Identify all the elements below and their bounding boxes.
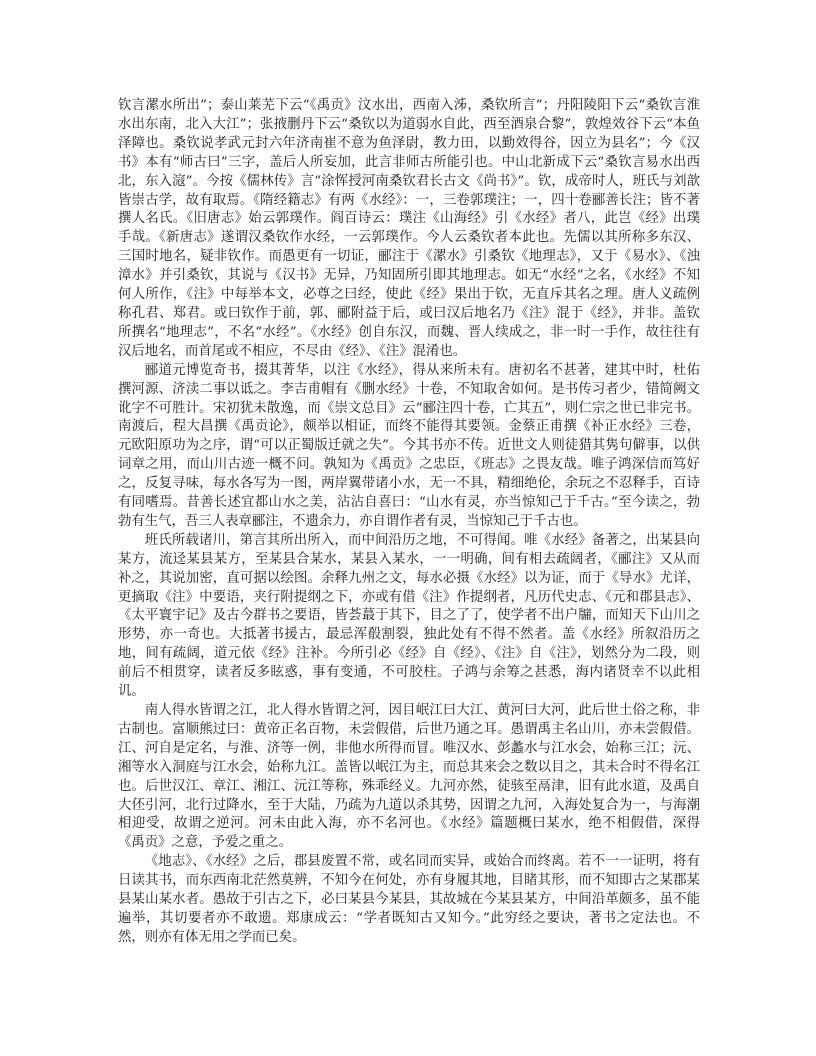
paragraph-4: 南人得水皆谓之江，北人得水皆谓之河，因目岷江曰大江、黄河曰大河，此后世土俗之称，非古制也。富顺熊过曰：黄帝正名百物，未尝假借，后世乃通之耳。愚谓禹主名山川，亦未尝假借。江、河自是定名，与淮、济等一例，非他水所得而冒。唯汉水、彭蠡水与江水会，始称三江；沅、湘等水入洞庭与江水会，始称九江。盖皆以岷江为主，而总其来会之数以目之，其未合时不得名江也。后世汉江、章江、湘江、沅江等称，殊乖经义。九河亦然，徒骇至鬲津，旧有此水道，及禹自大伾引河，北行过降水，至于大陆，乃疏为九道以杀其势，因谓之九河，入海处复合为一，与海潮相迎受，故谓之逆河。河未由此入海，亦不名河也。《水经》篇题概曰某水，绝不相假借，深得《禹贡》之意，予爱之重之。 [118, 703, 700, 851]
paragraph-1: 钦言漯水所出”；泰山莱芜下云“《禹贡》汶水出，西南入泲，桑钦所言”；丹阳陵阳下云“桑钦言淮水出东南，北入大江”；张掖删丹下云“桑钦以为道弱水自此，西至酒泉合黎”，敦煌效谷下云“本鱼泽障也。桑钦说孝武元封六年济南崔不意为鱼泽尉，教力田，以勤效得谷，因立为县名”；今《汉书》本有“师古曰”三字，盖后人所妄加，此言非师古所能引也。中山北新成下云“桑钦言易水出西北，东入滱”。今按《儒林传》言“涂恽授河南桑钦君长古文《尚书》”。钦，成帝时人，班氏与刘歆皆崇古学，故有取焉。《隋经籍志》有两《水经》：一，三卷郭璞注；一，四十卷郦善长注；皆不著撰人名氏。《旧唐志》始云郭璞作。阎百诗云：璞注《山海经》引《水经》者八，此岂《经》出璞手哉。《新唐志》遂谓汉桑钦作水经，一云郭璞作。今人云桑钦者本此也。先儒以其所称多东汉、三国时地名，疑非钦作。而愚更有一切证，郦注于《漯水》引桑钦《地理志》，又于《易水》、《浊漳水》并引桑钦，其说与《汉书》无异，乃知固所引即其地理志。如无“水经”之名，《水经》不知何人所作，《注》中每举本文，必尊之曰经，使此《经》果出于钦，无直斥其名之理。唐人义疏例称孔君、郑君。或曰钦作于前，郭、郦附益于后，或曰汉后地名乃《注》混于《经》，并非。盖钦所撰名“地理志”，不名“水经”。《水经》创自东汉，而魏、晋人续成之，非一时一手作，故往往有汉后地名，而首尾或不相应，不尽由《经》、《注》混淆也。 [118, 98, 700, 359]
paragraph-3: 班氏所载诸川，第言其所出所入，而中间沿历之地，不可得闻。唯《水经》备著之，出某县向某方，流迳某县某方，至某县合某水，某县入某水，一一明确，间有相去疏阔者，《郦注》又从而补之，其说加密，直可据以绘图。余释九州之文，每水必摄《水经》以为证，而于《导水》尤详，更摘取《注》中要语，夹行附提纲之下，亦或有借《注》作提纲者，凡历代史志、《元和郡县志》、《太平寰宇记》及古今群书之要语，皆荟蕞于其下，目之了了，使学者不出户牖，而知天下山川之形势，亦一奇也。大抵著书援古，最忌浑殽割裂，独此处有不得不然者。盖《水经》所叙沿历之地，间有疏阔，道元依《经》注补。今所引必《经》自《经》、《注》自《注》，划然分为二段，则前后不相贯穿，读者反多眩惑，事有变通，不可胶柱。子鸿与余筹之甚悉，海内诸贤幸不以此相讥。 [118, 532, 700, 700]
paragraph-2: 郦道元博览奇书，掇其菁华，以注《水经》，得从来所未有。唐初名不甚著，建其中时，杜佑撰河源、济渎二事以诋之。李吉甫帽有《删水经》十卷，不知取舍如何。是书传习者少，错简阙文讹字不可胜计。宋初犹未散逸，而《崇文总目》云“郦注四十卷，亡其五”，则仁宗之世已非完书。南渡后，程大昌撰《禹贡论》，颇举以相证，而终不能得其要领。金蔡正甫撰《补正水经》三卷，元欧阳原功为之序，谓“可以正蜀版迁就之失”。今其书亦不传。近世文人则徒猎其隽句僻事，以供词章之用，而山川古迹一概不问。孰知为《禹贡》之忠臣，《班志》之畏友哉。唯子鸿深信而笃好之，反复寻味，每水各写为一图，两岸翼带诸小水，无一不具，精细绝伦，余玩之不忍释手，百诗有同嗜焉。昔善长述宜都山水之美，沾沾自喜曰：“山水有灵，亦当惊知己于千古。”至今读之，勃勃有生气，吾三人表章郦注，不遗余力，亦自谓作者有灵，当惊知己于千古也。 [118, 362, 700, 529]
document-page [118, 97, 700, 948]
paragraph-5: 《地志》、《水经》之后，郡县废置不常，或名同而实异，或始合而终离。若不一一证明，将有日读其书，而东西南北茫然莫辨，不知今在何处，亦有身履其地，目睹其形，而不知即古之某郡某县某山某水者。愚故于引古之下，必曰某县今某县，其故城在今某县某方，中间沿革颇多，虽不能遍举，其切要者亦不敢遗。郑康成云：“学者既知古又知今。”此穷经之要诀，著书之定法也。不然，则亦有体无用之学而已矣。 [118, 854, 700, 945]
